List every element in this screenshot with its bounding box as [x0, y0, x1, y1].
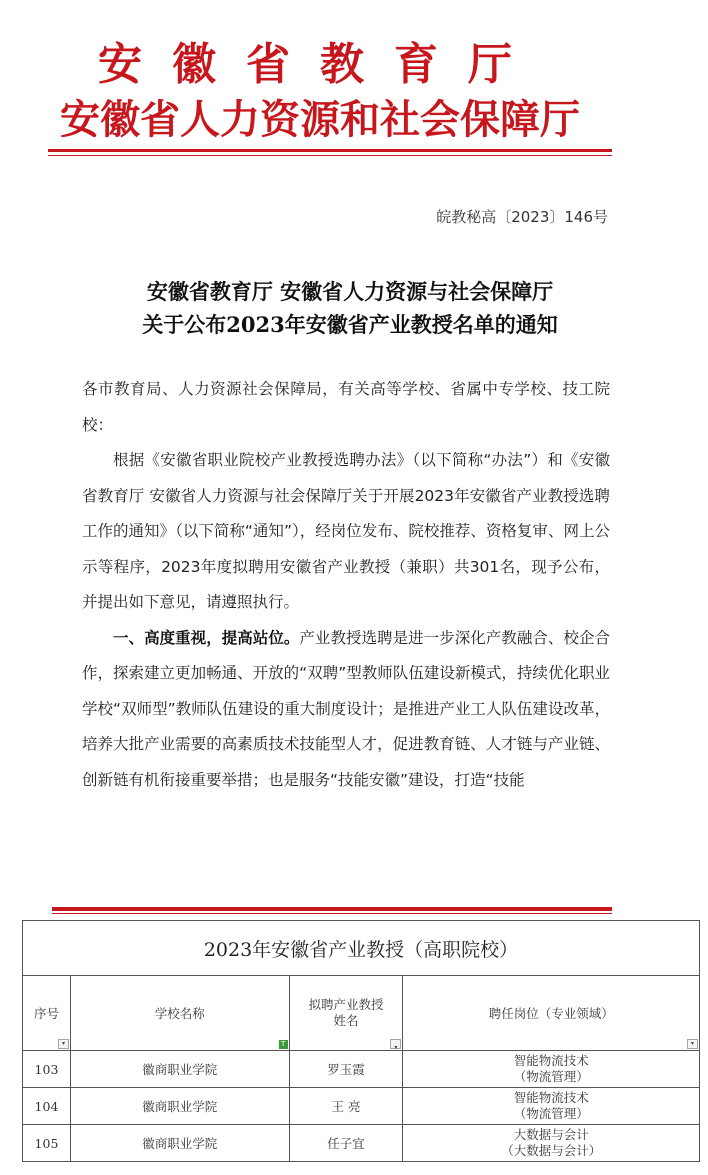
cell-post: 智能物流技术 （物流管理）: [403, 1088, 700, 1125]
paragraph-2-text: 产业教授选聘是进一步深化产教融合、校企合作，探索建立更加畅通、开放的“双聘”型教师队伍建设新模式，持续优化职业学校“双师型”教师队伍建设的重大制度设计；是推进产业工人队伍建设改革，培养大批产业需要的高素质技术技能型人才，促进教育链、人才链与产业链、创新链有机衔接重要举措；也是服务“技能安徽”建设，打造“技能: [82, 628, 610, 789]
salutation: 各市教育局、人力资源社会保障局，有关高等学校、省属中专学校、技工院校：: [82, 380, 610, 434]
separator-thick: [52, 907, 612, 911]
paragraph-1: 根据《安徽省职业院校产业教授选聘办法》（以下简称“办法”）和《安徽省教育厅 安徽省人力资源与社会保障厅关于开展2023年安徽省产业教授选聘工作的通知》（以下简称“通知”），经岗位发布、院校推荐、资格复审、网上公示等程序，2023年度拟聘用安徽省产业教授（兼职）共301名，现予公布，并提出如下意见，请遵照执行。: [82, 451, 610, 611]
cell-seq: 105: [23, 1125, 71, 1162]
document-number: 皖教秘高〔2023〕146号: [436, 208, 608, 226]
cell-school: 徽商职业学院: [70, 1088, 289, 1125]
filter-active-icon[interactable]: T: [279, 1040, 288, 1049]
professor-table: [22, 920, 700, 1162]
cell-name: 王 亮: [289, 1088, 403, 1125]
header-school: 学校名称 T: [70, 976, 289, 1051]
table-row: [23, 1125, 700, 1162]
letterhead-line2: 安徽省人力资源和社会保障厅: [60, 96, 580, 143]
table-header-row: [23, 976, 700, 1051]
cell-school: 徽商职业学院: [70, 1051, 289, 1088]
notice-title-line2: 关于公布2023年安徽省产业教授名单的通知: [142, 312, 558, 337]
paragraph-2: [82, 621, 610, 799]
header-name: 拟聘产业教授 姓名 ▾: [289, 976, 403, 1051]
cell-name: 任子宜: [289, 1125, 403, 1162]
table-row: [23, 1051, 700, 1088]
header-post: 聘任岗位（专业领域） ▾: [403, 976, 700, 1051]
cell-school: 徽商职业学院: [70, 1125, 289, 1162]
cell-post: 智能物流技术 （物流管理）: [403, 1051, 700, 1088]
header-seq: 序号 ▾: [23, 976, 71, 1051]
cell-seq: 103: [23, 1051, 71, 1088]
section-heading-1: 一、高度重视，提高站位。: [113, 628, 300, 647]
table-row: [23, 1088, 700, 1125]
red-rule-thin: [48, 155, 612, 156]
letterhead-line1: 安徽省教育厅: [98, 39, 542, 90]
filter-dropdown-icon[interactable]: ▾: [58, 1039, 69, 1049]
table-caption: 2023年安徽省产业教授（高职院校）: [23, 921, 700, 976]
red-rule-thick: [48, 149, 612, 152]
cell-name: 罗玉霞: [289, 1051, 403, 1088]
filter-dropdown-icon[interactable]: ▾: [687, 1039, 698, 1049]
cell-seq: 104: [23, 1088, 71, 1125]
notice-title-line1: 安徽省教育厅 安徽省人力资源与社会保障厅: [146, 279, 554, 304]
filter-dropdown-icon[interactable]: ▾: [390, 1039, 401, 1049]
cell-post: 大数据与会计 （大数据与会计）: [403, 1125, 700, 1162]
separator-thin: [52, 913, 612, 914]
notice-body: [82, 372, 610, 798]
